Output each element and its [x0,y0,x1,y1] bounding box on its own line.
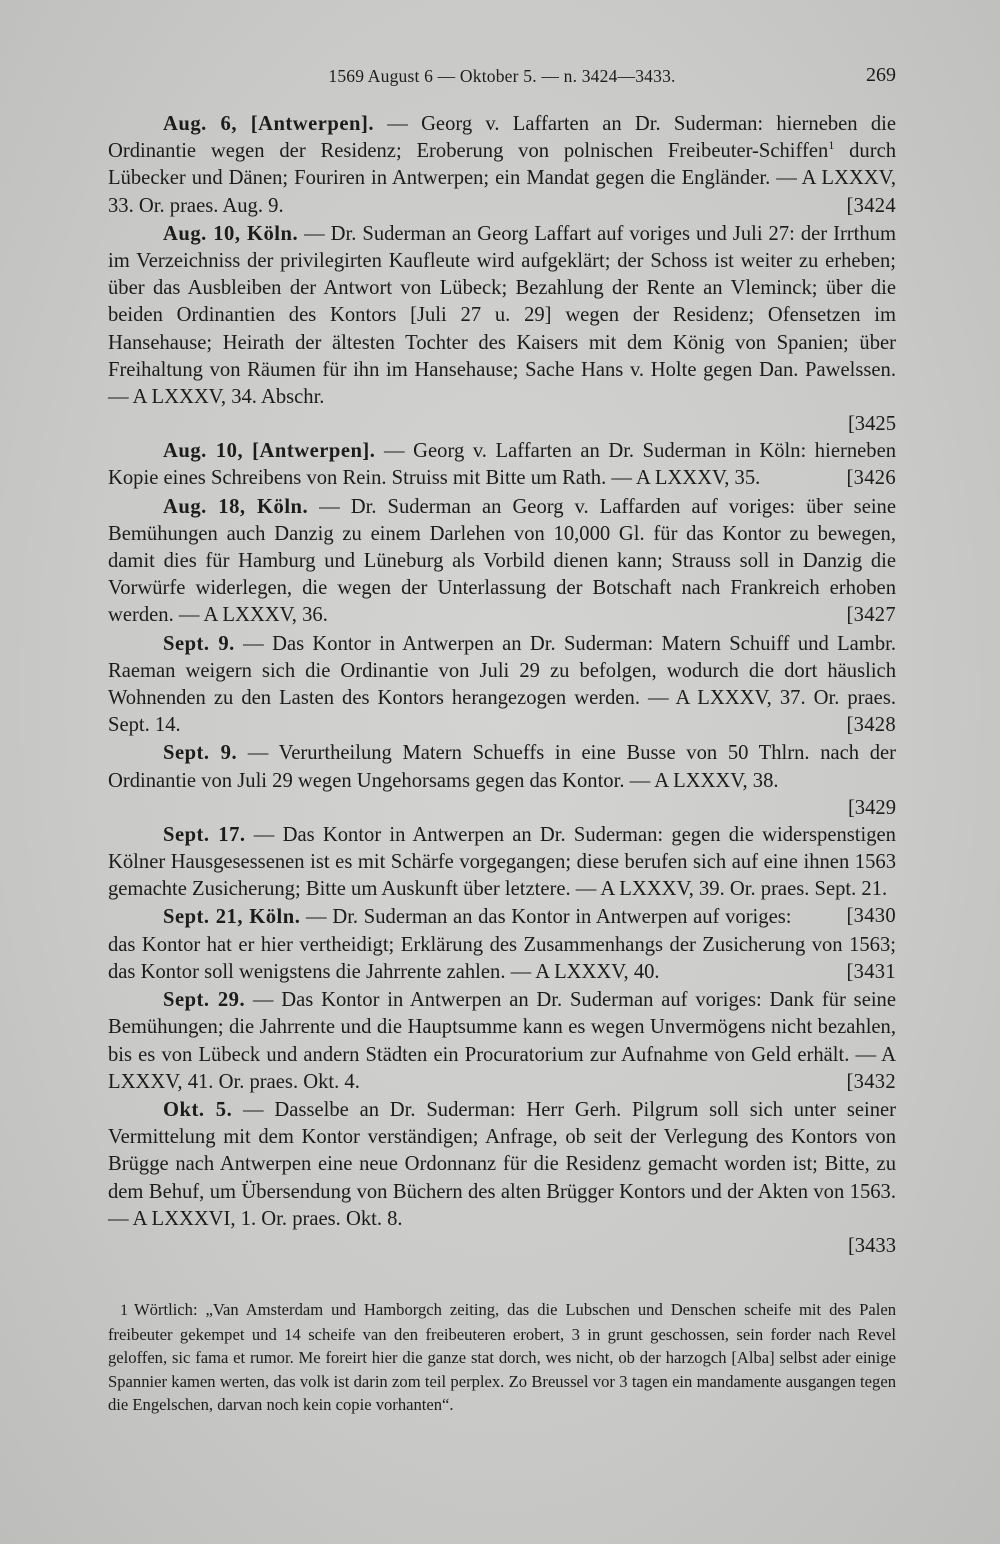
entry-date: Aug. 18, Köln. [163,495,309,518]
entry-text: — Dr. Suderman an das Kontor in Antwerpen auf voriges: das Kontor hat er hier vertheidigt; Erklärung des Zusammenhangs der Zusicherung von 1563; das Kontor soll wenigstens die Jahrrente zahlen. — A LXXXV, 40. [108,906,896,983]
entry-3426 [108,438,896,492]
entry-3427 [108,494,896,630]
entry-3425 [108,221,896,411]
entry-text: — Dr. Suderman an Georg v. Laffarden auf voriges: über seine Bemühungen auch Danzig zu einem Darlehen von 10,000 Gl. für das Kontor zu bewegen, damit dies für Hamburg und Lüneburg als Vorbild dienen kann; Strauss soll in Danzig die Vorwürfe widerlegen, die wegen der Unterlassung der Botschaft nach Frankreich erhoben werden. — A LXXXV, 36. [108,495,896,627]
footnote-mark: 1 [120,1302,128,1319]
entry-number: [3431 [846,960,896,983]
entry-date: Sept. 21, Köln. [163,906,301,929]
entry-number-line [108,1233,896,1260]
page-header [108,62,896,92]
entry-text: — Das Kontor in Antwerpen an Dr. Suderman: Matern Schuiff und Lambr. Raeman weigern sich die Ordinantie von Juli 29 zu befolgen, wodurch die dort häuslich Wohnenden zu den Lasten des Kontors herangezogen werden. — A LXXXV, 37. Or. praes. Sept. 14. [108,632,896,737]
entry-3429 [108,740,896,794]
entry-number: [3426 [846,467,896,490]
entry-number: [3430 [846,905,896,928]
entry-date: Sept. 9. [163,742,238,765]
entry-number: [3433 [847,1234,896,1257]
entry-date: Aug. 10, [Antwerpen]. [163,440,376,463]
entry-date: Sept. 9. [163,632,235,655]
running-title: 1569 August 6 — Oktober 5. — n. 3424—3433. [328,66,676,86]
entry-3433 [108,1097,896,1233]
regesta-entries [108,111,896,1260]
entry-3432 [108,987,896,1096]
entry-text: — Georg v. Laffarten an Dr. Suderman in Köln: hierneben Kopie eines Schreibens von Rein. Struiss mit Bitte um Rath. — A LXXXV, 35. [108,440,897,490]
entry-date: Sept. 17. [163,823,246,846]
footnote [108,1298,896,1417]
entry-text: — Das Kontor in Antwerpen an Dr. Suderman auf voriges: Dank für seine Bemühungen; die Jahrrente und die Hauptsumme kann es wegen Unvermögens nicht bezahlen, bis es von Lübeck und andern Städten ein Procuratorium zur Aufnahme von Geld erhält. — A LXXXV, 41. Or. praes. Okt. 4. [108,989,896,1093]
page-number: 269 [866,64,896,86]
entry-3431 [108,904,896,986]
entry-number-line [108,411,896,438]
entry-number: [3428 [846,714,896,737]
entry-number-line [108,795,896,822]
entry-3424 [108,111,896,220]
entry-date: Aug. 10, Köln. [163,222,299,245]
entry-date: Aug. 6, [Antwerpen]. [163,113,374,135]
entry-text: — Das Kontor in Antwerpen an Dr. Suderman: gegen die widerspenstigen Kölner Hausgesessenen ist es mit Schärfe vorgegangen; diese berufen sich auf eine ihnen 1563 gemachte Zusicherung; Bitte um Auskunft über letztere. — A LXXXV, 39. Or. praes. Sept. 21. [108,823,896,901]
entry-number: [3429 [847,796,896,819]
entry-number: [3424 [846,194,896,217]
entry-text-continued: durch Lübecker und Dänen; Fouriren in Antwerpen; ein Mandat gegen die Engländer. — A LXXXV, 33. Or. praes. Aug. 9. [108,140,897,217]
footnote-reference[interactable]: 1 [828,138,835,153]
entry-number: [3425 [847,413,896,436]
entry-text: — Verurtheilung Matern Schueffs in eine Busse von 50 Thlrn. nach der Ordinantie von Juli 29 wegen Ungehorsams gegen das Kontor. — A LXXXV, 38. [108,742,896,792]
entry-text: — Dasselbe an Dr. Suderman: Herr Gerh. Pilgrum soll sich unter seiner Vermittelung mit dem Kontor verständigen; Anfrage, ob seit der Verlegung des Kontors von Brügge nach Antwerpen eine neue Ordonnanz für die Residenz gemacht worden ist; Bitte, zu dem Behuf, um Übersendung von Büchern des alten Brügger Kontors und der Akten von 1563. — A LXXXVI, 1. Or. praes. Okt. 8. [108,1098,896,1230]
entry-number: [3427 [846,604,896,627]
entry-date: Sept. 29. [163,989,246,1012]
entry-date: Okt. 5. [163,1098,233,1121]
entry-text: — Georg v. Laffarten an Dr. Suderman: hierneben die Ordinantie wegen der Residenz; Eroberung von polnischen Freibeuter-Schiffen [108,113,896,163]
entry-3428 [108,631,896,740]
entry-number: [3432 [846,1070,896,1093]
entry-text: — Dr. Suderman an Georg Laffart auf voriges und Juli 27: der Irrthum im Verzeichniss der privilegirten Kaufleute wird aufgeklärt; der Schoss ist weiter zu erheben; über das Ausbleiben der Antwort von Lübeck; Bezahlung der Rente an Vleminck; über die beiden Ordinantien des Kontors [Juli 27 u. 29] wegen der Residenz; Ofensetzen im Hansehause; Heirath der ältesten Tochter des Kaisers mit dem König von Spanien; über Freihaltung von Räumen für ihn im Hansehause; Sache Hans v. Holte gegen Dan. Pawelssen. — A LXXXV, 34. Abschr. [108,222,896,409]
footnote-text: Wörtlich: „Van Amsterdam und Hamborgch zeiting, das die Lubschen und Denschen scheife mit des Palen freibeuter gekempet und 14 scheife van den freibeuteren erobert, 3 in grunt geschossen, sein forder nach Revel geloffen, sic fama et rumor. Me foreirt hier die ganze stat dorch, wes nicht, ob der harzogch [Alba] selbst ader einige Spannier kamen werten, das volk ist darin zom teil perplex. Zo Breussel vor 3 tagen ein mandamente ausgangen tegen die Engelschen, darvan noch kein copie vorhanten“. [108,1300,896,1415]
